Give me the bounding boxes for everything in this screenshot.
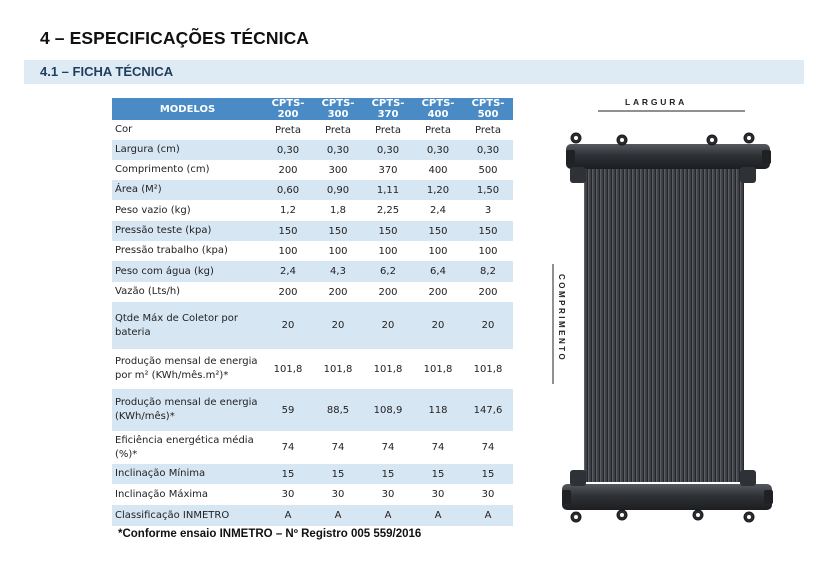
row-label	[112, 221, 263, 241]
spec-table-header	[112, 98, 513, 120]
row-value: 101,8	[263, 349, 313, 389]
row-label-line: Inclinação Mínima	[115, 468, 206, 479]
row-label-line: Peso vazio (kg)	[115, 204, 191, 216]
row-value: 100	[413, 241, 463, 261]
row-value: 150	[313, 221, 363, 241]
row-value: 20	[313, 302, 363, 349]
row-label-line: Cor	[115, 124, 133, 135]
row-label	[112, 349, 263, 389]
row-value: 15	[263, 464, 313, 484]
row-label-line: Vazão (Lts/h)	[115, 286, 181, 297]
row-label	[112, 241, 263, 261]
row-value: 0,30	[363, 140, 413, 160]
absorber-tubes	[584, 154, 744, 482]
header-model-3: CPTS-370	[363, 98, 413, 120]
row-label	[112, 505, 263, 526]
row-value: 20	[413, 302, 463, 349]
table-row	[112, 140, 513, 160]
row-label-line: (%)*	[115, 448, 138, 460]
row-label-line: Peso com água (kg)	[115, 265, 214, 277]
row-value: 0,30	[263, 140, 313, 160]
row-value: 30	[313, 484, 363, 505]
table-row	[112, 180, 513, 200]
row-value: 108,9	[363, 389, 413, 431]
table-row	[112, 160, 513, 180]
row-value: 100	[313, 241, 363, 261]
row-value: 101,8	[413, 349, 463, 389]
row-value: 400	[413, 160, 463, 180]
length-label: COMPRIMENTO	[557, 274, 566, 363]
row-value: 1,8	[313, 200, 363, 221]
row-value: 4,3	[313, 261, 363, 282]
row-label	[112, 302, 263, 349]
row-value: 1,20	[413, 180, 463, 200]
row-value: 59	[263, 389, 313, 431]
row-label-line: Qtde Máx de Coletor por	[115, 312, 238, 324]
table-row	[112, 221, 513, 241]
row-label	[112, 484, 263, 505]
row-value: 3	[463, 200, 513, 221]
table-row	[112, 241, 513, 261]
row-value: 15	[363, 464, 413, 484]
row-value: 0,30	[313, 140, 363, 160]
row-value: A	[363, 505, 413, 526]
row-label	[112, 160, 263, 180]
row-value: 15	[413, 464, 463, 484]
row-value: 0,30	[413, 140, 463, 160]
row-label-line: Área (M²)	[115, 184, 162, 195]
row-value: 101,8	[313, 349, 363, 389]
row-value: Preta	[363, 120, 413, 140]
collector-diagram	[540, 92, 800, 532]
row-value: 0,90	[313, 180, 363, 200]
table-row	[112, 431, 513, 464]
row-label-line: bateria	[115, 326, 151, 338]
header-model-5: CPTS-500	[463, 98, 513, 120]
row-value: 15	[463, 464, 513, 484]
row-label	[112, 389, 263, 431]
row-value: 200	[463, 282, 513, 302]
row-value: 30	[413, 484, 463, 505]
row-value: 6,2	[363, 261, 413, 282]
bottom-header-pipe	[562, 484, 772, 510]
row-value: 200	[263, 282, 313, 302]
row-value: A	[263, 505, 313, 526]
row-label	[112, 120, 263, 140]
row-label-line: Produção mensal de energia	[115, 397, 258, 408]
row-value: 30	[363, 484, 413, 505]
header-models: MODELOS	[112, 98, 263, 120]
table-row	[112, 349, 513, 389]
row-value: 100	[263, 241, 313, 261]
row-value: 2,25	[363, 200, 413, 221]
row-value: 74	[313, 431, 363, 464]
row-value: 200	[263, 160, 313, 180]
row-value: 1,50	[463, 180, 513, 200]
row-value: 200	[413, 282, 463, 302]
header-model-4: CPTS-400	[413, 98, 463, 120]
row-value: 100	[463, 241, 513, 261]
table-row	[112, 120, 513, 140]
row-label-line: Pressão trabalho (kpa)	[115, 245, 228, 256]
top-header-pipe	[566, 144, 770, 169]
row-value: 2,4	[263, 261, 313, 282]
row-value: 147,6	[463, 389, 513, 431]
row-label	[112, 200, 263, 221]
row-value: 0,30	[463, 140, 513, 160]
row-label	[112, 431, 263, 464]
row-value: 150	[363, 221, 413, 241]
row-value: 30	[263, 484, 313, 505]
section-heading: 4 – ESPECIFICAÇÕES TÉCNICA	[40, 28, 310, 48]
row-value: 88,5	[313, 389, 363, 431]
table-row	[112, 261, 513, 282]
row-value: 1,2	[263, 200, 313, 221]
table-row	[112, 389, 513, 431]
row-value: 150	[413, 221, 463, 241]
row-value: 74	[363, 431, 413, 464]
spec-table	[112, 98, 513, 526]
row-value: 20	[363, 302, 413, 349]
row-value: 200	[313, 282, 363, 302]
subheading: 4.1 – FICHA TÉCNICA	[40, 64, 174, 79]
row-label	[112, 140, 263, 160]
row-label-line: Classificação INMETRO	[115, 509, 230, 521]
row-value: 74	[463, 431, 513, 464]
row-value: 74	[413, 431, 463, 464]
row-label-line: Comprimento (cm)	[115, 164, 210, 175]
table-row	[112, 282, 513, 302]
row-value: 300	[313, 160, 363, 180]
row-label-line: por m² (KWh/mês.m²)*	[115, 370, 229, 381]
row-label-line: Inclinação Máxima	[115, 488, 209, 500]
row-value: 6,4	[413, 261, 463, 282]
row-value: 8,2	[463, 261, 513, 282]
footnote: *Conforme ensaio INMETRO – Nº Registro 005 559/2016	[118, 528, 422, 540]
row-label-line: Largura (cm)	[115, 144, 180, 155]
row-label-line: Produção mensal de energia	[115, 356, 258, 367]
row-value: Preta	[263, 120, 313, 140]
row-value: 150	[263, 221, 313, 241]
width-label: LARGURA	[625, 97, 688, 107]
row-label	[112, 282, 263, 302]
row-value: 2,4	[413, 200, 463, 221]
header-model-2: CPTS-300	[313, 98, 363, 120]
row-value: 500	[463, 160, 513, 180]
table-row	[112, 505, 513, 526]
row-label	[112, 180, 263, 200]
collector-drawing	[540, 92, 800, 532]
row-label-line: (KWh/mês)*	[115, 411, 175, 422]
row-value: Preta	[313, 120, 363, 140]
header-model-1: CPTS-200	[263, 98, 313, 120]
row-value: 0,60	[263, 180, 313, 200]
row-label-line: Pressão teste (kpa)	[115, 225, 212, 236]
row-value: 370	[363, 160, 413, 180]
row-value: 101,8	[363, 349, 413, 389]
row-value: 15	[313, 464, 363, 484]
table-row	[112, 200, 513, 221]
row-value: 74	[263, 431, 313, 464]
row-value: 150	[463, 221, 513, 241]
row-label	[112, 464, 263, 484]
row-value: Preta	[463, 120, 513, 140]
row-value: 20	[263, 302, 313, 349]
row-value: 30	[463, 484, 513, 505]
row-value: 101,8	[463, 349, 513, 389]
row-value: 200	[363, 282, 413, 302]
row-value: 20	[463, 302, 513, 349]
row-value: A	[413, 505, 463, 526]
row-value: Preta	[413, 120, 463, 140]
table-row	[112, 484, 513, 505]
table-row	[112, 464, 513, 484]
row-value: 100	[363, 241, 413, 261]
row-value: A	[313, 505, 363, 526]
row-label	[112, 261, 263, 282]
row-label-line: Eficiência energética média	[115, 434, 254, 446]
table-row	[112, 302, 513, 349]
row-value: A	[463, 505, 513, 526]
row-value: 1,11	[363, 180, 413, 200]
row-value: 118	[413, 389, 463, 431]
